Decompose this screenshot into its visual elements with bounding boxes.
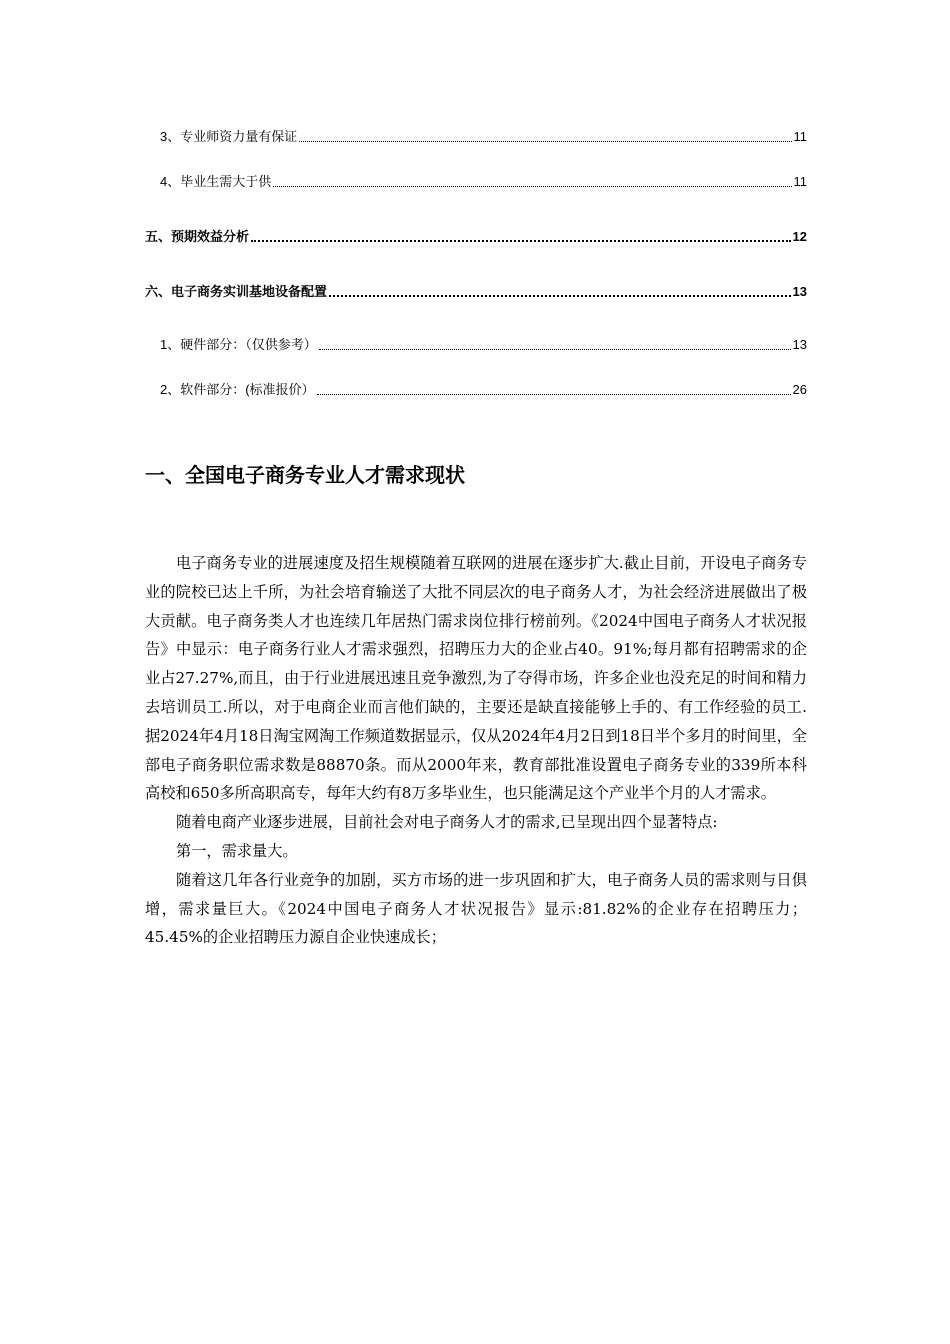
toc-leader-dots	[273, 186, 791, 187]
toc-entry-label: 六、电子商务实训基地设备配置	[145, 284, 328, 299]
paragraph-four-features-intro: 随着电商产业逐步进展，目前社会对电子商务人才的需求,已呈现出四个显著特点:	[176, 813, 718, 832]
paragraph-talent-overview: 电子商务专业的进展速度及招生规模随着互联网的进展在逐步扩大.截止目前，开设电子商务专业的院校已达上千所，为社会培育输送了大批不同层次的电子商务人才，为社会经济进展做出了极大贡献。电子商务类人才也连续几年居热门需求岗位排行榜前列。《2024中国电子商务人才状况报告》中显示：电子商务行业人才需求强烈，招聘压力大的企业占40。91%;每月都有招聘需求的企业占27.27%,而且，由于行业进展迅速且竞争激烈,为了夺得市场，许多企业也没充足的时间和精力去培训员工.所以，对于电商企业而言他们缺的，主要还是缺直接能够上手的、有工作经验的员工.据2024年4月18日淘宝网淘工作频道数据显示，仅从2024年4月2日到18日半个多月的时间里，全部电子商务职位需求数是88870条。而从2000年来，教育部批准设置电子商务专业的339所本科高校和650多所高职高专，每年大约有8万多毕业生，也只能满足这个产业半个月的人才需求。	[145, 554, 807, 803]
toc-entry-equipment-config[interactable]	[145, 283, 807, 301]
toc-leader-dots	[319, 349, 791, 350]
toc-entry-label: 2、软件部分：(标准报价）	[160, 382, 315, 397]
toc-entry-hardware[interactable]	[160, 336, 807, 354]
toc-entry-page: 11	[793, 174, 807, 189]
section-body	[145, 549, 807, 952]
toc-entry-page: 13	[792, 337, 807, 352]
toc-entry-label: 1、硬件部分：（仅供参考）	[160, 337, 317, 352]
toc-leader-dots	[299, 141, 791, 142]
paragraph-large-demand: 随着这几年各行业竞争的加剧，买方市场的进一步巩固和扩大，电子商务人员的需求则与日俱增，需求量巨大。《2024中国电子商务人才状况报告》显示:81.82%的企业存在招聘压力；45.45%的企业招聘压力源自企业快速成长；	[145, 870, 807, 947]
toc-entry-page: 12	[792, 229, 807, 244]
toc-entry-page: 26	[792, 382, 807, 397]
section-heading: 一、全国电子商务专业人才需求现状	[145, 465, 465, 487]
toc-entry-teacher-strength[interactable]	[160, 128, 807, 146]
toc-entry-label: 3、专业师资力量有保证	[160, 129, 298, 144]
paragraph-first-feature: 第一，需求量大。	[176, 841, 298, 860]
toc-entry-label: 五、预期效益分析	[145, 229, 250, 244]
toc-entry-software[interactable]	[160, 381, 807, 399]
toc-entry-graduate-demand[interactable]	[160, 173, 807, 191]
toc-entry-page: 11	[793, 129, 807, 144]
toc-entry-expected-benefits[interactable]	[145, 228, 807, 246]
toc-leader-dots	[317, 394, 791, 395]
toc-entry-page: 13	[792, 284, 807, 299]
toc-leader-dots	[329, 295, 791, 297]
toc-entry-label: 4、毕业生需大于供	[160, 174, 272, 189]
toc-leader-dots	[251, 240, 791, 242]
